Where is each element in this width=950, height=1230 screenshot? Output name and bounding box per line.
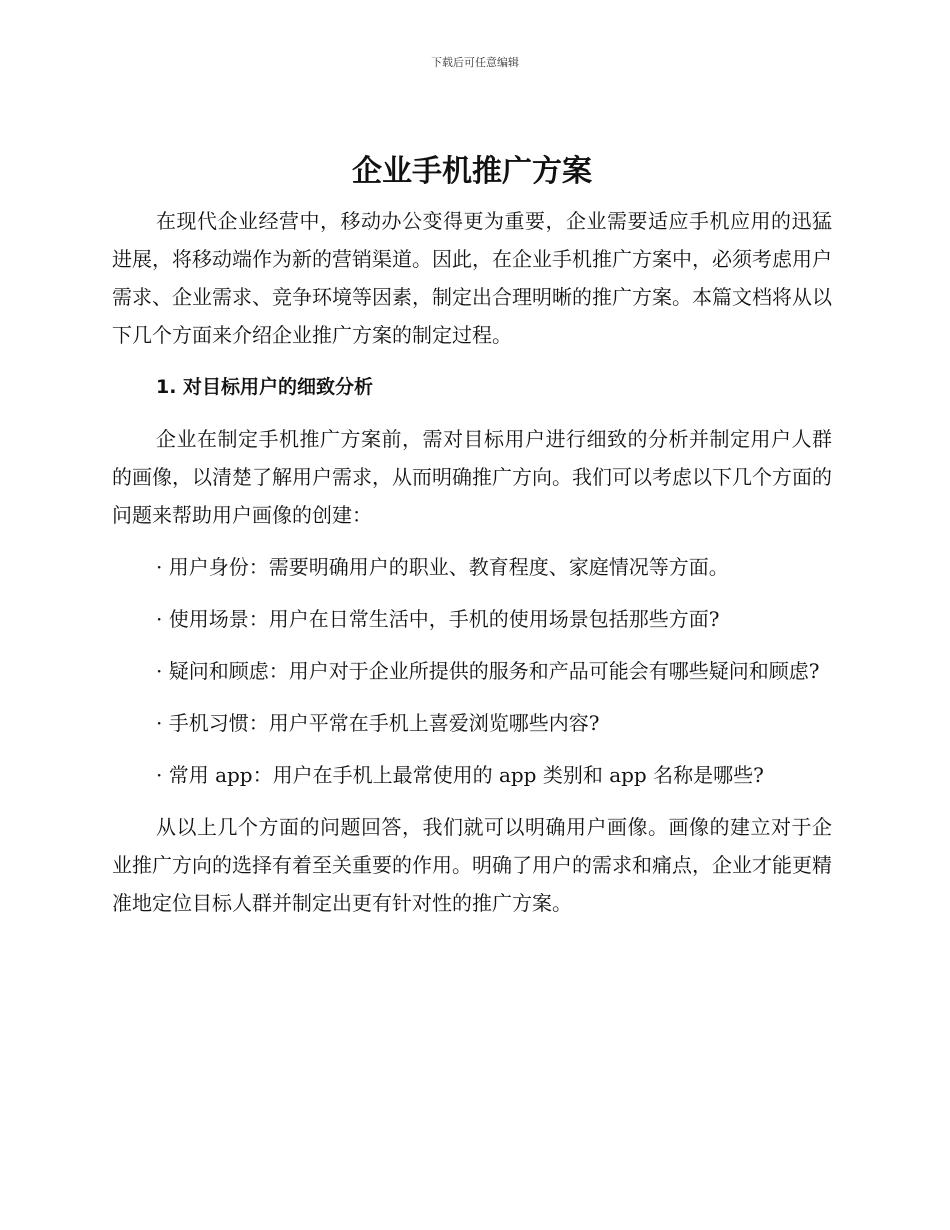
- intro-paragraph: 在现代企业经营中，移动办公变得更为重要，企业需要适应手机应用的迅猛进展，将移动端作为新的营销渠道。因此，在企业手机推广方案中，必须考虑用户需求、企业需求、竞争环境等因素，制定出合理明晰的推广方案。本篇文档将从以下几个方面来介绍企业推广方案的制定过程。: [112, 209, 832, 347]
- section-paragraph: 企业在制定手机推广方案前，需对目标用户进行细致的分析并制定用户人群的画像，以清楚了解用户需求，从而明确推广方向。我们可以考虑以下几个方面的问题来帮助用户画像的创建：: [112, 427, 832, 527]
- document-title: 企业手机推广方案: [352, 154, 592, 189]
- list-item: · 常用 app：用户在手机上最常使用的 app 类别和 app 名称是哪些?: [156, 763, 764, 787]
- page-header: 下载后可任意编辑: [431, 56, 519, 69]
- section-heading: 1. 对目标用户的细致分析: [156, 376, 374, 398]
- list-item: · 用户身份：需要明确用户的职业、教育程度、家庭情况等方面。: [156, 555, 729, 579]
- list-item: · 手机习惯：用户平常在手机上喜爱浏览哪些内容?: [156, 711, 600, 735]
- conclusion-paragraph: 从以上几个方面的问题回答，我们就可以明确用户画像。画像的建立对于企业推广方向的选择有着至关重要的作用。明确了用户的需求和痛点，企业才能更精准地定位目标人群并制定出更有针对性的推广方案。: [112, 815, 832, 915]
- document-body: [112, 148, 832, 922]
- list-item: · 使用场景：用户在日常生活中，手机的使用场景包括那些方面?: [156, 607, 720, 631]
- list-item: · 疑问和顾虑：用户对于企业所提供的服务和产品可能会有哪些疑问和顾虑?: [156, 659, 820, 683]
